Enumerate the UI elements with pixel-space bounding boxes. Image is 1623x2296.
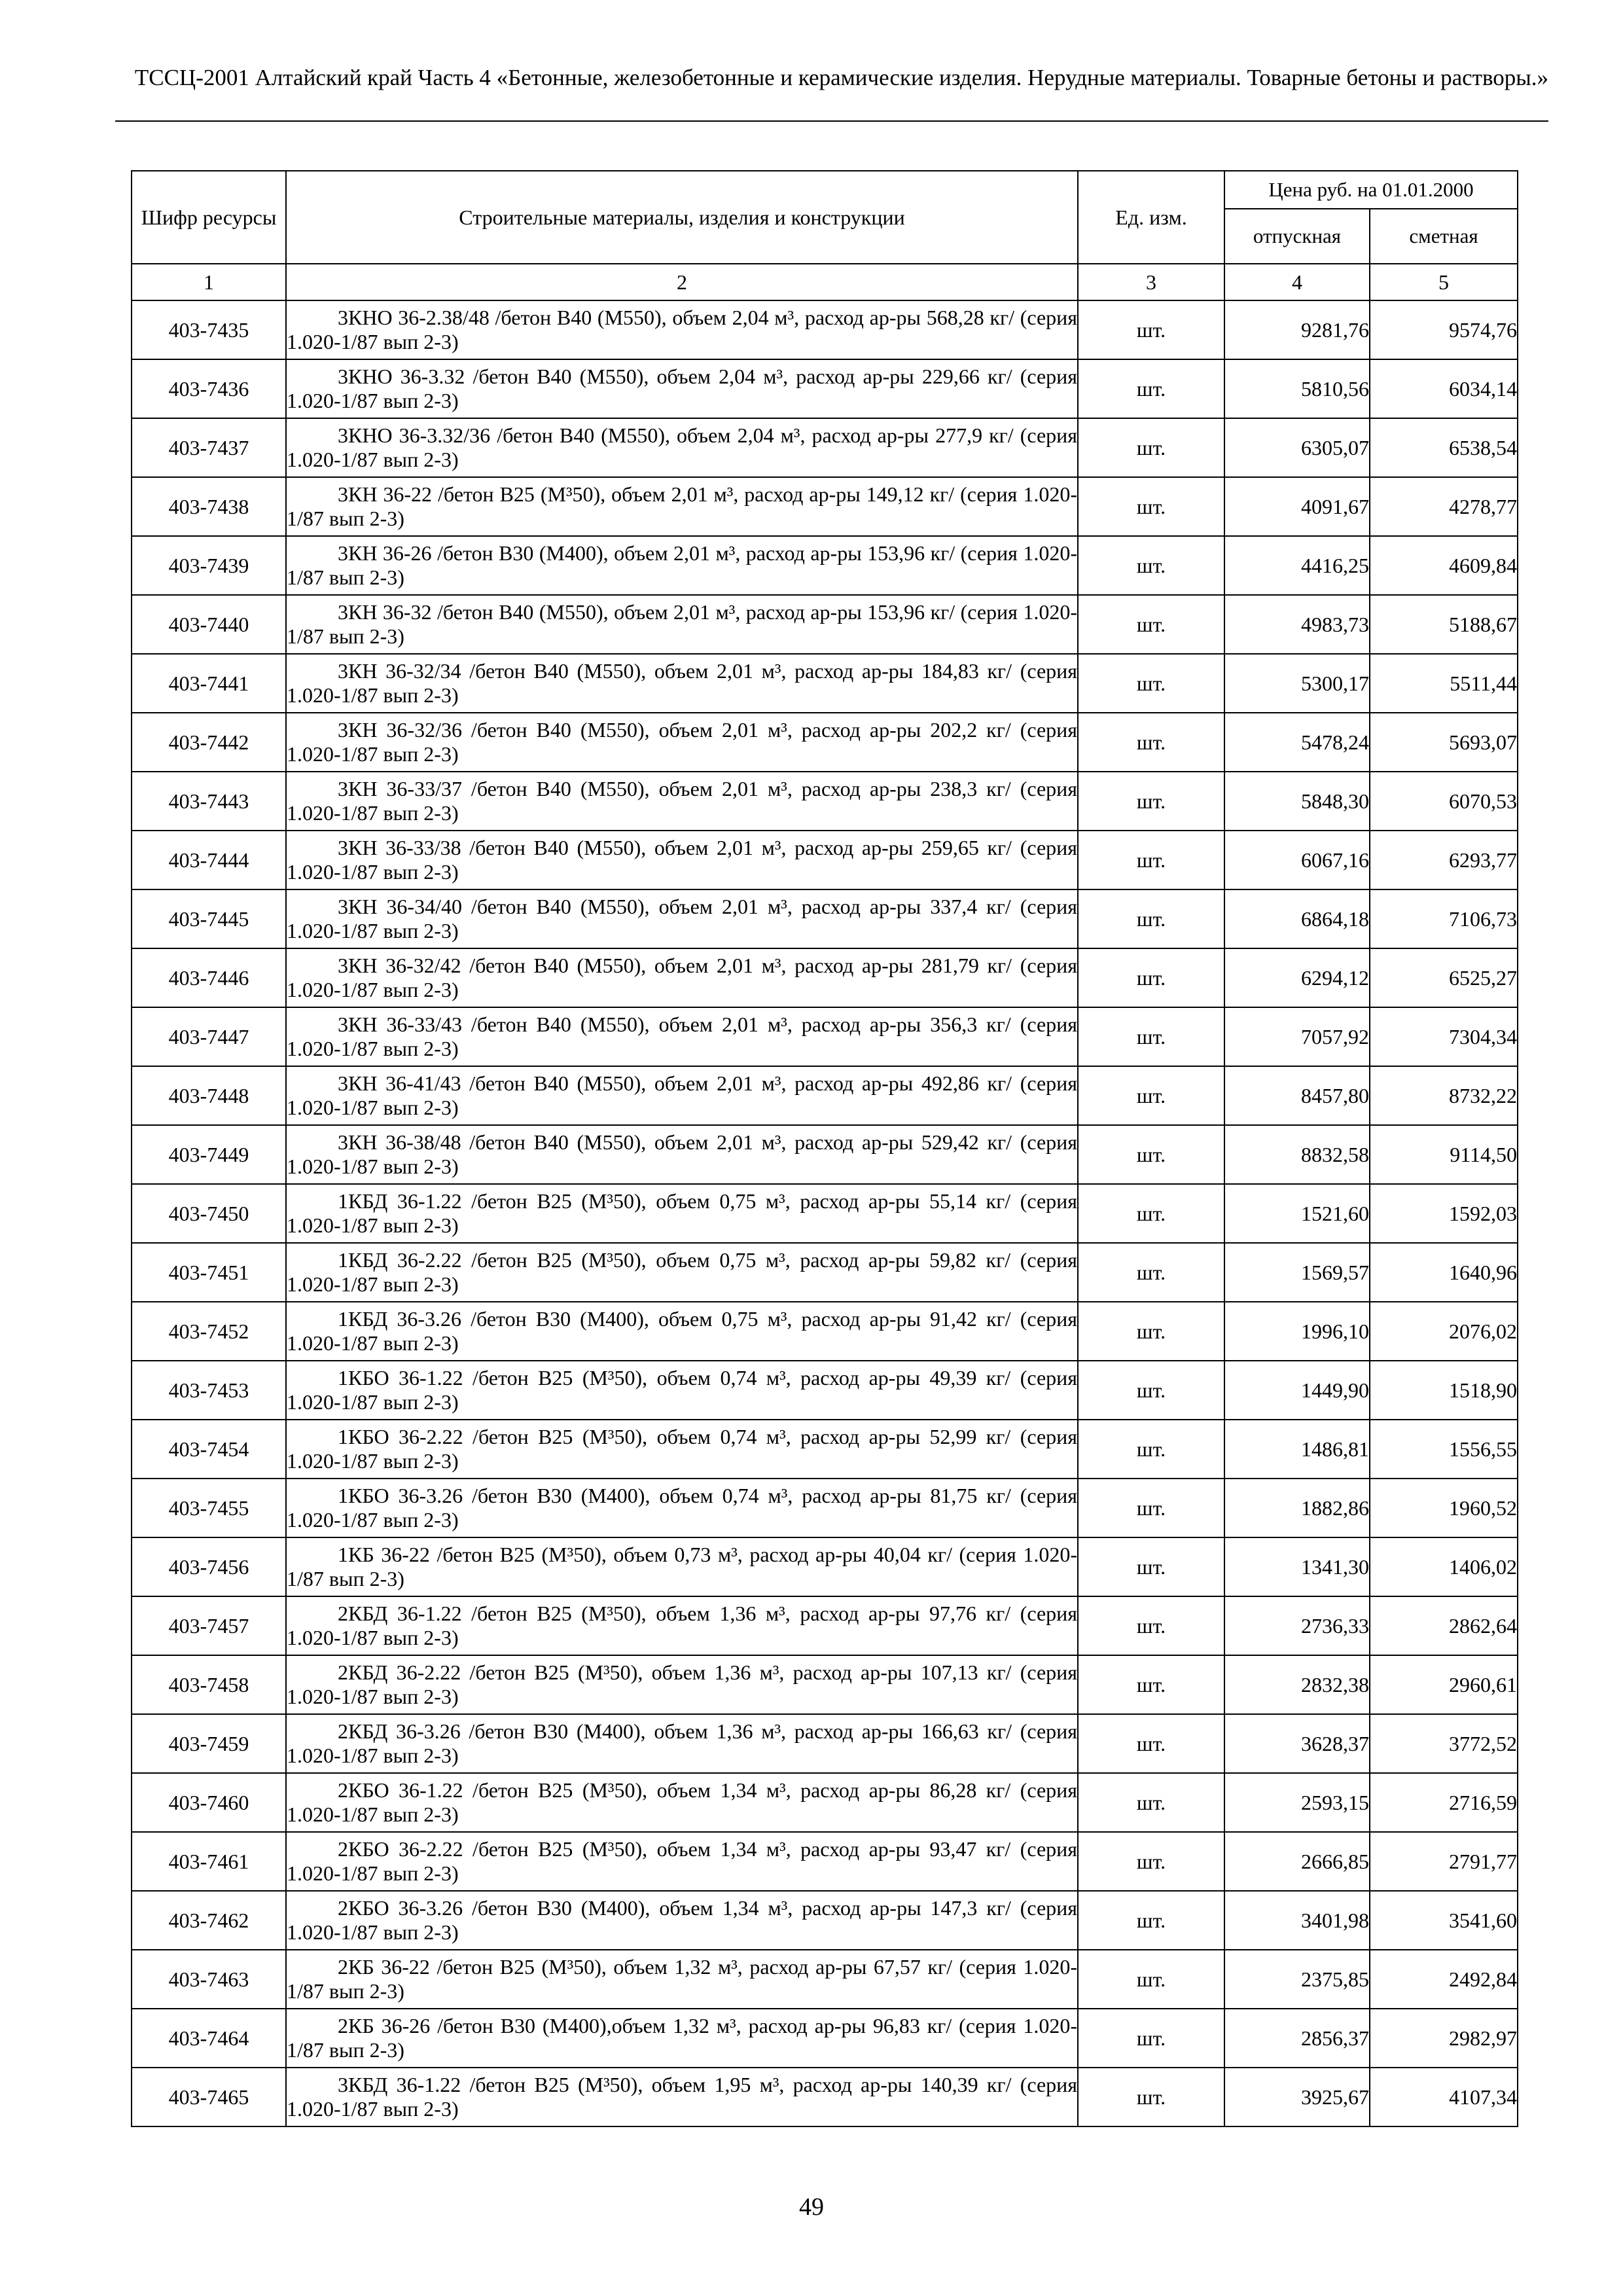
estimate-price-cell: 7304,34 [1370, 1007, 1518, 1066]
description-cell [286, 477, 1078, 536]
table-row [132, 772, 1518, 831]
unit-cell: шт. [1078, 595, 1224, 654]
unit-cell: шт. [1078, 1891, 1224, 1950]
estimate-price-cell: 7106,73 [1370, 889, 1518, 948]
description-cell [286, 1596, 1078, 1655]
resource-code-cell: 403-7460 [132, 1773, 286, 1832]
description-cell [286, 1537, 1078, 1596]
description-cell [286, 1832, 1078, 1891]
description-cell [286, 1655, 1078, 1714]
description-text: 3КН 36-38/48 /бетон В40 (М550), объем 2,01 м³, расход ар-ры 529,42 кг/ (серия 1.020-1/87 вып 2-3) [287, 1130, 1077, 1178]
description-cell [286, 1007, 1078, 1066]
description-text: 1КБД 36-1.22 /бетон В25 (М³50), объем 0,75 м³, расход ар-ры 55,14 кг/ (серия 1.020-1/87 вып 2-3) [287, 1189, 1077, 1237]
table-row [132, 1302, 1518, 1361]
table-row [132, 536, 1518, 595]
description-text: 3КН 36-22 /бетон В25 (М³50), объем 2,01 м³, расход ар-ры 149,12 кг/ (серия 1.020-1/87 вып 2-3) [287, 482, 1077, 530]
resource-code-cell: 403-7440 [132, 595, 286, 654]
table-row [132, 889, 1518, 948]
estimate-price-cell: 2960,61 [1370, 1655, 1518, 1714]
description-text: 2КБД 36-3.26 /бетон В30 (М400), объем 1,36 м³, расход ар-ры 166,63 кг/ (серия 1.020-1/87 вып 2-3) [287, 1719, 1077, 1767]
release-price-cell: 6294,12 [1224, 948, 1370, 1007]
estimate-price-cell: 1960,52 [1370, 1479, 1518, 1537]
description-text: 3КН 36-32/42 /бетон В40 (М550), объем 2,01 м³, расход ар-ры 281,79 кг/ (серия 1.020-1/87 вып 2-3) [287, 954, 1077, 1001]
table-row [132, 713, 1518, 772]
description-cell [286, 1950, 1078, 2009]
header-price: Цена руб. на 01.01.2000 [1224, 171, 1518, 209]
unit-cell: шт. [1078, 1596, 1224, 1655]
estimate-price-cell: 2492,84 [1370, 1950, 1518, 2009]
estimate-price-cell: 8732,22 [1370, 1066, 1518, 1125]
release-price-cell: 2736,33 [1224, 1596, 1370, 1655]
release-price-cell: 1996,10 [1224, 1302, 1370, 1361]
table-row [132, 1832, 1518, 1891]
description-cell [286, 300, 1078, 359]
unit-cell: шт. [1078, 654, 1224, 713]
table-row [132, 654, 1518, 713]
unit-cell: шт. [1078, 948, 1224, 1007]
unit-cell: шт. [1078, 889, 1224, 948]
resource-code-cell: 403-7465 [132, 2068, 286, 2126]
description-text: 3КН 36-32/34 /бетон В40 (М550), объем 2,01 м³, расход ар-ры 184,83 кг/ (серия 1.020-1/87 вып 2-3) [287, 659, 1077, 707]
header-name: Строительные материалы, изделия и конструкции [286, 171, 1078, 264]
price-table [131, 170, 1518, 2127]
resource-code-cell: 403-7445 [132, 889, 286, 948]
unit-cell: шт. [1078, 1655, 1224, 1714]
unit-cell: шт. [1078, 1714, 1224, 1773]
resource-code-cell: 403-7451 [132, 1243, 286, 1302]
resource-code-cell: 403-7458 [132, 1655, 286, 1714]
estimate-price-cell: 9574,76 [1370, 300, 1518, 359]
description-text: 2КБО 36-1.22 /бетон В25 (М³50), объем 1,34 м³, расход ар-ры 86,28 кг/ (серия 1.020-1/87 вып 2-3) [287, 1778, 1077, 1826]
release-price-cell: 9281,76 [1224, 300, 1370, 359]
estimate-price-cell: 3772,52 [1370, 1714, 1518, 1773]
release-price-cell: 1341,30 [1224, 1537, 1370, 1596]
estimate-price-cell: 6538,54 [1370, 418, 1518, 477]
estimate-price-cell: 5693,07 [1370, 713, 1518, 772]
release-price-cell: 6067,16 [1224, 831, 1370, 889]
table-row [132, 1714, 1518, 1773]
description-text: 2КБД 36-1.22 /бетон В25 (М³50), объем 1,36 м³, расход ар-ры 97,76 кг/ (серия 1.020-1/87 вып 2-3) [287, 1602, 1077, 1649]
header-divider [115, 120, 1548, 122]
unit-cell: шт. [1078, 1361, 1224, 1420]
description-cell [286, 536, 1078, 595]
release-price-cell: 2832,38 [1224, 1655, 1370, 1714]
unit-cell: шт. [1078, 1537, 1224, 1596]
description-cell [286, 1479, 1078, 1537]
resource-code-cell: 403-7461 [132, 1832, 286, 1891]
release-price-cell: 2666,85 [1224, 1832, 1370, 1891]
resource-code-cell: 403-7452 [132, 1302, 286, 1361]
description-cell [286, 831, 1078, 889]
release-price-cell: 3628,37 [1224, 1714, 1370, 1773]
resource-code-cell: 403-7464 [132, 2009, 286, 2068]
description-text: 3КН 36-34/40 /бетон В40 (М550), объем 2,01 м³, расход ар-ры 337,4 кг/ (серия 1.020-1/87 вып 2-3) [287, 895, 1077, 942]
table-row [132, 1420, 1518, 1479]
description-text: 1КБД 36-3.26 /бетон В30 (М400), объем 0,75 м³, расход ар-ры 91,42 кг/ (серия 1.020-1/87 вып 2-3) [287, 1307, 1077, 1355]
resource-code-cell: 403-7436 [132, 359, 286, 418]
resource-code-cell: 403-7459 [132, 1714, 286, 1773]
description-text: 3КНО 36-3.32 /бетон В40 (М550), объем 2,04 м³, расход ар-ры 229,66 кг/ (серия 1.020-1/87 вып 2-3) [287, 365, 1077, 412]
unit-cell: шт. [1078, 713, 1224, 772]
description-cell [286, 772, 1078, 831]
release-price-cell: 1569,57 [1224, 1243, 1370, 1302]
table-row [132, 2068, 1518, 2126]
description-cell [286, 1773, 1078, 1832]
estimate-price-cell: 2076,02 [1370, 1302, 1518, 1361]
table-row [132, 359, 1518, 418]
resource-code-cell: 403-7455 [132, 1479, 286, 1537]
header-code: Шифр ресурсы [132, 171, 286, 264]
description-text: 1КБО 36-3.26 /бетон В30 (М400), объем 0,74 м³, расход ар-ры 81,75 кг/ (серия 1.020-1/87 вып 2-3) [287, 1484, 1077, 1532]
column-number: 1 [132, 264, 286, 300]
description-text: 3КНО 36-2.38/48 /бетон В40 (М550), объем 2,04 м³, расход ар-ры 568,28 кг/ (серия 1.020-1/87 вып 2-3) [287, 306, 1077, 353]
estimate-price-cell: 1406,02 [1370, 1537, 1518, 1596]
table-row [132, 1184, 1518, 1243]
release-price-cell: 1521,60 [1224, 1184, 1370, 1243]
estimate-price-cell: 4107,34 [1370, 2068, 1518, 2126]
release-price-cell: 3925,67 [1224, 2068, 1370, 2126]
release-price-cell: 8457,80 [1224, 1066, 1370, 1125]
column-number: 2 [286, 264, 1078, 300]
estimate-price-cell: 2791,77 [1370, 1832, 1518, 1891]
resource-code-cell: 403-7441 [132, 654, 286, 713]
unit-cell: шт. [1078, 1302, 1224, 1361]
table-body [132, 300, 1518, 2126]
resource-code-cell: 403-7447 [132, 1007, 286, 1066]
description-cell [286, 1125, 1078, 1184]
release-price-cell: 5810,56 [1224, 359, 1370, 418]
release-price-cell: 1449,90 [1224, 1361, 1370, 1420]
estimate-price-cell: 2716,59 [1370, 1773, 1518, 1832]
resource-code-cell: 403-7463 [132, 1950, 286, 2009]
estimate-price-cell: 4278,77 [1370, 477, 1518, 536]
unit-cell: шт. [1078, 477, 1224, 536]
release-price-cell: 5478,24 [1224, 713, 1370, 772]
table-row [132, 477, 1518, 536]
estimate-price-cell: 1592,03 [1370, 1184, 1518, 1243]
unit-cell: шт. [1078, 1420, 1224, 1479]
resource-code-cell: 403-7453 [132, 1361, 286, 1420]
unit-cell: шт. [1078, 772, 1224, 831]
resource-code-cell: 403-7442 [132, 713, 286, 772]
estimate-price-cell: 6525,27 [1370, 948, 1518, 1007]
description-cell [286, 359, 1078, 418]
unit-cell: шт. [1078, 1243, 1224, 1302]
estimate-price-cell: 4609,84 [1370, 536, 1518, 595]
resource-code-cell: 403-7443 [132, 772, 286, 831]
description-text: 3КН 36-26 /бетон В30 (М400), объем 2,01 м³, расход ар-ры 153,96 кг/ (серия 1.020-1/87 вып 2-3) [287, 541, 1077, 589]
resource-code-cell: 403-7462 [132, 1891, 286, 1950]
description-cell [286, 1361, 1078, 1420]
page-number: 49 [799, 2193, 824, 2221]
release-price-cell: 6864,18 [1224, 889, 1370, 948]
description-cell [286, 1243, 1078, 1302]
release-price-cell: 1882,86 [1224, 1479, 1370, 1537]
unit-cell: шт. [1078, 536, 1224, 595]
description-cell [286, 1420, 1078, 1479]
estimate-price-cell: 1518,90 [1370, 1361, 1518, 1420]
unit-cell: шт. [1078, 831, 1224, 889]
description-cell [286, 1184, 1078, 1243]
description-text: 3КН 36-32 /бетон В40 (М550), объем 2,01 м³, расход ар-ры 153,96 кг/ (серия 1.020-1/87 вып 2-3) [287, 600, 1077, 648]
unit-cell: шт. [1078, 1066, 1224, 1125]
unit-cell: шт. [1078, 1832, 1224, 1891]
table-row [132, 1007, 1518, 1066]
description-cell [286, 595, 1078, 654]
description-text: 1КБД 36-2.22 /бетон В25 (М³50), объем 0,75 м³, расход ар-ры 59,82 кг/ (серия 1.020-1/87 вып 2-3) [287, 1248, 1077, 1296]
resource-code-cell: 403-7446 [132, 948, 286, 1007]
table-row [132, 1479, 1518, 1537]
header-estimate-price: сметная [1370, 209, 1518, 264]
unit-cell: шт. [1078, 359, 1224, 418]
description-cell [286, 948, 1078, 1007]
resource-code-cell: 403-7439 [132, 536, 286, 595]
estimate-price-cell: 2982,97 [1370, 2009, 1518, 2068]
unit-cell: шт. [1078, 300, 1224, 359]
table-row [132, 1125, 1518, 1184]
column-number: 4 [1224, 264, 1370, 300]
description-cell [286, 889, 1078, 948]
release-price-cell: 1486,81 [1224, 1420, 1370, 1479]
description-cell [286, 1891, 1078, 1950]
release-price-cell: 4091,67 [1224, 477, 1370, 536]
table-row [132, 1243, 1518, 1302]
table-row [132, 831, 1518, 889]
table-row [132, 1596, 1518, 1655]
estimate-price-cell: 1640,96 [1370, 1243, 1518, 1302]
table-row [132, 300, 1518, 359]
unit-cell: шт. [1078, 2009, 1224, 2068]
description-cell [286, 1066, 1078, 1125]
description-text: 3КН 36-33/38 /бетон В40 (М550), объем 2,01 м³, расход ар-ры 259,65 кг/ (серия 1.020-1/87 вып 2-3) [287, 836, 1077, 884]
header-unit: Ед. изм. [1078, 171, 1224, 264]
unit-cell: шт. [1078, 1125, 1224, 1184]
release-price-cell: 3401,98 [1224, 1891, 1370, 1950]
estimate-price-cell: 9114,50 [1370, 1125, 1518, 1184]
release-price-cell: 2856,37 [1224, 2009, 1370, 2068]
table-row [132, 1891, 1518, 1950]
description-text: 2КБ 36-26 /бетон В30 (М400),объем 1,32 м³, расход ар-ры 96,83 кг/ (серия 1.020-1/87 вып 2-3) [287, 2014, 1077, 2062]
resource-code-cell: 403-7456 [132, 1537, 286, 1596]
description-cell [286, 2068, 1078, 2126]
release-price-cell: 4416,25 [1224, 536, 1370, 595]
description-cell [286, 2009, 1078, 2068]
release-price-cell: 8832,58 [1224, 1125, 1370, 1184]
estimate-price-cell: 1556,55 [1370, 1420, 1518, 1479]
estimate-price-cell: 5188,67 [1370, 595, 1518, 654]
resource-code-cell: 403-7437 [132, 418, 286, 477]
unit-cell: шт. [1078, 1007, 1224, 1066]
column-number: 5 [1370, 264, 1518, 300]
release-price-cell: 2375,85 [1224, 1950, 1370, 2009]
resource-code-cell: 403-7450 [132, 1184, 286, 1243]
description-cell [286, 1302, 1078, 1361]
table-row [132, 1537, 1518, 1596]
estimate-price-cell: 6034,14 [1370, 359, 1518, 418]
estimate-price-cell: 6070,53 [1370, 772, 1518, 831]
resource-code-cell: 403-7444 [132, 831, 286, 889]
description-cell [286, 713, 1078, 772]
estimate-price-cell: 3541,60 [1370, 1891, 1518, 1950]
table-row [132, 1361, 1518, 1420]
description-text: 2КБО 36-3.26 /бетон В30 (М400), объем 1,34 м³, расход ар-ры 147,3 кг/ (серия 1.020-1/87 вып 2-3) [287, 1896, 1077, 1944]
description-text: 3КН 36-41/43 /бетон В40 (М550), объем 2,01 м³, расход ар-ры 492,86 кг/ (серия 1.020-1/87 вып 2-3) [287, 1071, 1077, 1119]
description-cell [286, 418, 1078, 477]
description-text: 3КНО 36-3.32/36 /бетон В40 (М550), объем 2,04 м³, расход ар-ры 277,9 кг/ (серия 1.020-1/87 вып 2-3) [287, 423, 1077, 471]
estimate-price-cell: 6293,77 [1370, 831, 1518, 889]
description-text: 2КБД 36-2.22 /бетон В25 (М³50), объем 1,36 м³, расход ар-ры 107,13 кг/ (серия 1.020-1/87 вып 2-3) [287, 1660, 1077, 1708]
description-text: 3КН 36-33/37 /бетон В40 (М550), объем 2,01 м³, расход ар-ры 238,3 кг/ (серия 1.020-1/87 вып 2-3) [287, 777, 1077, 825]
description-text: 3КБД 36-1.22 /бетон В25 (М³50), объем 1,95 м³, расход ар-ры 140,39 кг/ (серия 1.020-1/87 вып 2-3) [287, 2073, 1077, 2121]
unit-cell: шт. [1078, 1773, 1224, 1832]
description-text: 3КН 36-33/43 /бетон В40 (М550), объем 2,01 м³, расход ар-ры 356,3 кг/ (серия 1.020-1/87 вып 2-3) [287, 1013, 1077, 1060]
unit-cell: шт. [1078, 2068, 1224, 2126]
resource-code-cell: 403-7457 [132, 1596, 286, 1655]
document-header: ТССЦ-2001 Алтайский край Часть 4 «Бетонные, железобетонные и керамические изделия. Нерудные материалы. Товарные бетоны и растворы.» [134, 65, 1548, 90]
description-text: 2КБО 36-2.22 /бетон В25 (М³50), объем 1,34 м³, расход ар-ры 93,47 кг/ (серия 1.020-1/87 вып 2-3) [287, 1837, 1077, 1885]
resource-code-cell: 403-7435 [132, 300, 286, 359]
description-text: 1КБ 36-22 /бетон В25 (М³50), объем 0,73 м³, расход ар-ры 40,04 кг/ (серия 1.020-1/87 вып 2-3) [287, 1543, 1077, 1590]
release-price-cell: 2593,15 [1224, 1773, 1370, 1832]
table-row [132, 1655, 1518, 1714]
description-text: 1КБО 36-2.22 /бетон В25 (М³50), объем 0,74 м³, расход ар-ры 52,99 кг/ (серия 1.020-1/87 вып 2-3) [287, 1425, 1077, 1473]
resource-code-cell: 403-7438 [132, 477, 286, 536]
table-row [132, 1066, 1518, 1125]
release-price-cell: 6305,07 [1224, 418, 1370, 477]
header-release-price: отпускная [1224, 209, 1370, 264]
unit-cell: шт. [1078, 1184, 1224, 1243]
resource-code-cell: 403-7449 [132, 1125, 286, 1184]
table-row [132, 948, 1518, 1007]
description-text: 2КБ 36-22 /бетон В25 (М³50), объем 1,32 м³, расход ар-ры 67,57 кг/ (серия 1.020-1/87 вып 2-3) [287, 1955, 1077, 2003]
description-text: 3КН 36-32/36 /бетон В40 (М550), объем 2,01 м³, расход ар-ры 202,2 кг/ (серия 1.020-1/87 вып 2-3) [287, 718, 1077, 766]
description-cell [286, 1714, 1078, 1773]
description-text: 1КБО 36-1.22 /бетон В25 (М³50), объем 0,74 м³, расход ар-ры 49,39 кг/ (серия 1.020-1/87 вып 2-3) [287, 1366, 1077, 1414]
resource-code-cell: 403-7454 [132, 1420, 286, 1479]
release-price-cell: 7057,92 [1224, 1007, 1370, 1066]
release-price-cell: 5848,30 [1224, 772, 1370, 831]
table-row [132, 2009, 1518, 2068]
estimate-price-cell: 2862,64 [1370, 1596, 1518, 1655]
table-row [132, 1950, 1518, 2009]
release-price-cell: 5300,17 [1224, 654, 1370, 713]
description-cell [286, 654, 1078, 713]
column-number: 3 [1078, 264, 1224, 300]
table-row [132, 418, 1518, 477]
release-price-cell: 4983,73 [1224, 595, 1370, 654]
unit-cell: шт. [1078, 1950, 1224, 2009]
unit-cell: шт. [1078, 1479, 1224, 1537]
resource-code-cell: 403-7448 [132, 1066, 286, 1125]
unit-cell: шт. [1078, 418, 1224, 477]
estimate-price-cell: 5511,44 [1370, 654, 1518, 713]
table-row [132, 595, 1518, 654]
table-row [132, 1773, 1518, 1832]
